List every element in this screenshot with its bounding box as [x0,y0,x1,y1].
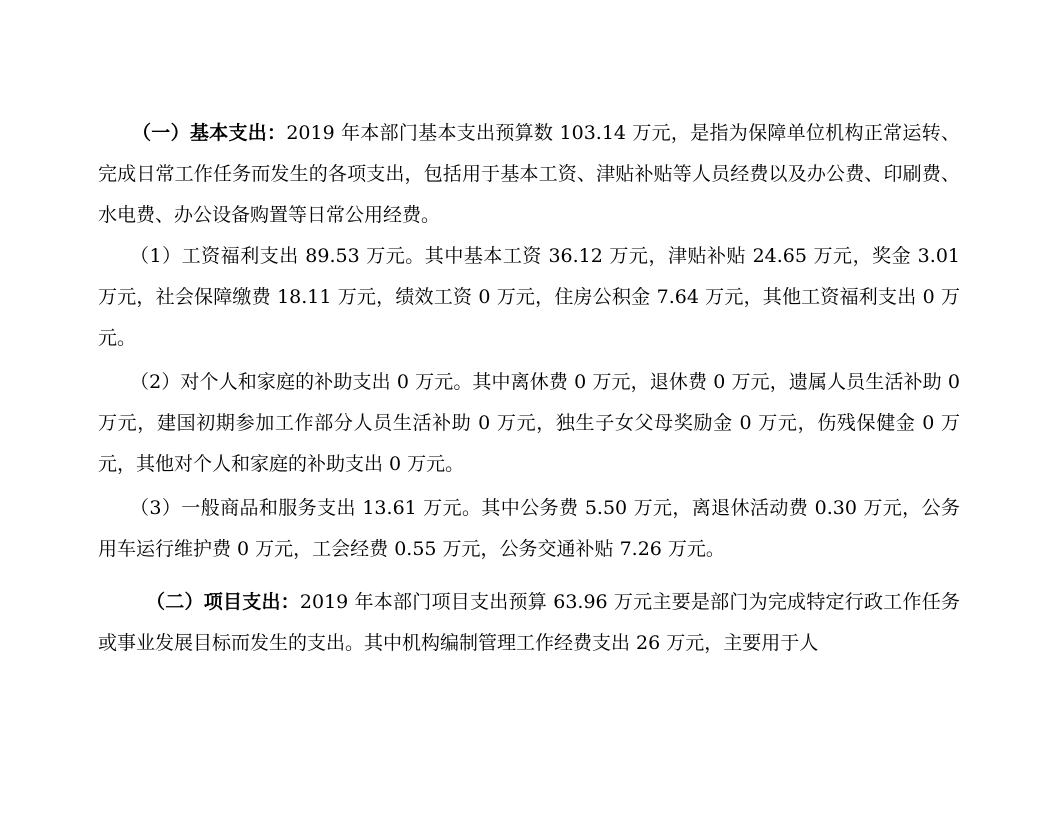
salary-welfare-paragraph: （1）工资福利支出 89.53 万元。其中基本工资 36.12 万元，津贴补贴 24.65 万元，奖金 3.01 万元，社会保障缴费 18.11 万元，绩效工资 0 万元，住房公积金 7.64 万元，其他工资福利支出 0 万元。 [98,245,960,349]
project-expenditure-body: 2019 年本部门项目支出预算 63.96 万元主要是部门为完成特定行政工作任务或事业发展目标而发生的支出。其中机构编制管理工作经费支出 26 万元，主要用于人 [98,591,960,654]
basic-expenditure-heading: （一）基本支出： [132,122,287,144]
basic-expenditure-paragraph [98,113,960,236]
goods-services-paragraph: （3）一般商品和服务支出 13.61 万元。其中公务费 5.50 万元，离退休活动费 0.30 万元，公务用车运行维护费 0 万元，工会经费 0.55 万元，公务交通补贴 7.26 万元。 [98,497,960,560]
basic-expenditure-body: 2019 年本部门基本支出预算数 103.14 万元，是指为保障单位机构正常运转、完成日常工作任务而发生的各项支出，包括用于基本工资、津贴补贴等人员经费以及办公费、印刷费、水电费、办公设备购置等日常公用经费。 [98,122,960,226]
project-expenditure-heading: （二）项目支出： [146,591,300,613]
project-expenditure-paragraph [98,582,960,664]
personal-family-subsidy-paragraph: （2）对个人和家庭的补助支出 0 万元。其中离休费 0 万元，退休费 0 万元，遗属人员生活补助 0 万元，建国初期参加工作部分人员生活补助 0 万元，独生子女父母奖励金 0 万元，伤残保健金 0 万元，其他对个人和家庭的补助支出 0 万元。 [98,371,960,475]
